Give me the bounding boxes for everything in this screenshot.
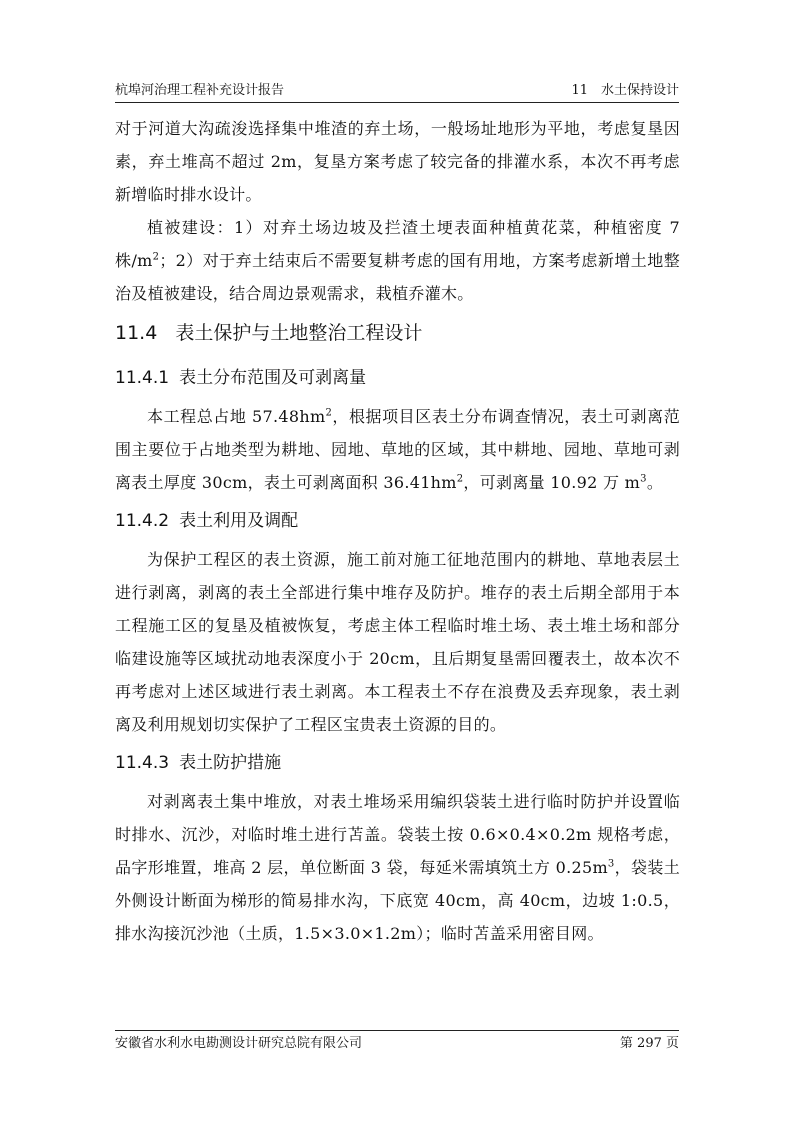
text-run: ，袋装土外侧设计断面为梯形的简易排水沟，下底宽 40cm，高 40cm，边坡 1:0.5，排水沟接沉沙池（土质，1.5×3.0×1.2m）；临时苫盖采用密目网。 — [115, 858, 681, 943]
superscript: 3 — [607, 858, 615, 870]
text-run: ，可剥离量 10.92 万 m — [463, 473, 641, 492]
subsection-2-paragraph: 为保护工程区的表土资源，施工前对施工征地范围内的耕地、草地表层土进行剥离，剥离的表土全部进行集中堆存及防护。堆存的表土后期全部用于本工程施工区的复垦及植被恢复，考虑主体工程临时堆土场、表土堆土场和部分临建设施等区域扰动地表深度小于 20cm，且后期复垦需回覆表土，故本次不再考虑对上述区域进行表土剥离。本工程表土不存在浪费及丢弃现象，表土剥离及利用规划切实保护了工程区宝贵表土资源的目的。 — [115, 550, 680, 734]
superscript: 3 — [640, 473, 647, 485]
text-run: 。 — [646, 473, 664, 492]
text-run: ，根据项目区表土分布调查情况，表土可剥离范围主要位于占地类型为耕地、园地、草地的区域，其中耕地、园地、草地可剥离表土厚度 30cm，表土可剥离面积 36.41hm — [115, 407, 680, 492]
footer-page-number: 第 297 页 — [619, 1036, 679, 1051]
superscript: 2 — [152, 251, 160, 263]
subsection-number: 11.4.2 — [115, 511, 170, 531]
text-run: 本工程总占地 57.48hm — [147, 407, 326, 426]
subsection-1-paragraph — [115, 400, 680, 499]
superscript: 2 — [325, 407, 333, 419]
header-chapter-title: 11 水土保持设计 — [571, 83, 679, 98]
section-title: 表土保护与土地整治工程设计 — [175, 322, 423, 344]
subsection-heading-1 — [115, 356, 680, 400]
page-header — [115, 80, 679, 103]
subsection-heading-2 — [115, 499, 680, 543]
text-run: ；2）对于弃土结束后不需要复耕考虑的国有用地，方案考虑新增土地整治及植被建设，结合周边景观需求，栽植乔灌木。 — [115, 251, 681, 303]
footer-company-name: 安徽省水利水电勘测设计研究总院有限公司 — [115, 1036, 363, 1051]
subsection-number: 11.4.1 — [115, 368, 170, 388]
text-run: 对剥离表土集中堆放，对表土堆场采用编织袋装土进行临时防护并设置临时排水、沉沙，对临时堆土进行苫盖。袋装土按 0.6×0.4×0.2m 规格考虑，品字形堆置，堆高 2 层，单位断面 3 袋，每延米需填筑土方 0.25m — [115, 792, 680, 877]
section-heading — [115, 310, 680, 356]
subsection-title: 表土利用及调配 — [179, 511, 299, 531]
section-number: 11.4 — [115, 322, 158, 344]
text-run: 植被建设：1）对弃土场边坡及拦渣土埂表面种植黄花菜，种植密度 7 株/m — [115, 218, 680, 270]
header-report-title: 杭埠河治理工程补充设计报告 — [115, 83, 285, 98]
subsection-heading-3 — [115, 741, 680, 785]
subsection-3-paragraph — [115, 785, 680, 950]
intro-paragraph-1: 对于河道大沟疏浚选择集中堆渣的弃土场，一般场址地形为平地，考虑复垦因素，弃土堆高不超过 2m，复垦方案考虑了较完备的排灌水系，本次不再考虑新增临时排水设计。 — [115, 119, 680, 204]
subsection-title: 表土分布范围及可剥离量 — [179, 368, 367, 388]
page-content — [115, 112, 680, 950]
subsection-title: 表土防护措施 — [179, 753, 282, 773]
page-footer — [115, 1030, 679, 1053]
intro-paragraph-2 — [115, 211, 680, 310]
superscript: 2 — [456, 473, 464, 485]
subsection-number: 11.4.3 — [115, 753, 170, 773]
